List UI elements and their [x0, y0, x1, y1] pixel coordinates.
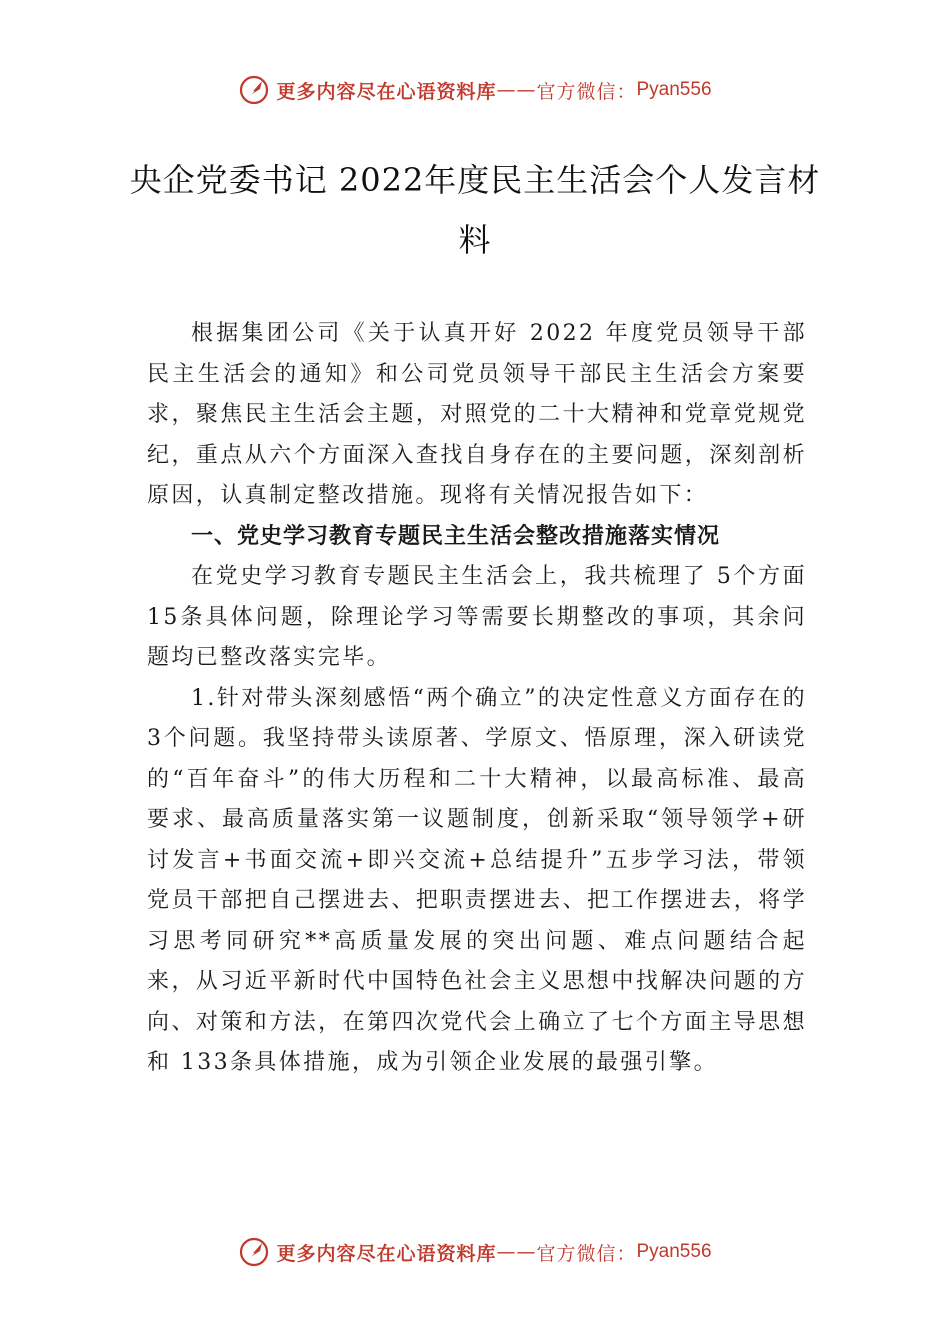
banner-separator: ——	[496, 1241, 537, 1263]
banner-account: Pyan556	[636, 79, 712, 100]
header-banner	[0, 70, 950, 110]
item-paragraph: 1.针对带头深刻感悟“两个确立”的决定性意义方面存在的 3个问题。我坚持带头读原著、学原文、悟原理，深入研读党的“百年奋斗”的伟大历程和二十大精神，以最高标准、最高要求、最高质量落实第一议题制度，创新采取“领导领学+研讨发言+书面交流+即兴交流+总结提升”五步学习法，带领党员干部把自己摆进去、把职责摆进去、把工作摆进去，将学习思考同研究**高质量发展的突出问题、难点问题结合起来，从习近平新时代中国特色社会主义思想中找解决问题的方向、对策和方法，在第四次党代会上确立了七个方面主导思想和 133条具体措施，成为引领企业发展的最强引擎。	[147, 685, 807, 1075]
banner-wechat-label: 官方微信：	[536, 80, 637, 103]
banner-wechat-label: 官方微信：	[536, 1242, 637, 1265]
footer-banner	[0, 1232, 950, 1272]
quill-logo-icon	[238, 74, 270, 106]
intro-paragraph: 根据集团公司《关于认真开好 2022 年度党员领导干部民主生活会的通知》和公司党员领导干部民主生活会方案要求，聚焦民主生活会主题，对照党的二十大精神和党章党规党纪，重点从六个方面深入查找自身存在的主要问题，深刻剖析原因，认真制定整改措施。现将有关情况报告如下：	[147, 321, 807, 508]
banner-separator: ——	[496, 79, 537, 101]
section-paragraph: 在党史学习教育专题民主生活会上，我共梳理了 5个方面 15条具体问题，除理论学习等需要长期整改的事项，其余问题均已整改落实完毕。	[147, 564, 807, 670]
section-heading: 一、党史学习教育专题民主生活会整改措施落实情况	[191, 523, 721, 549]
quill-logo-icon	[238, 1236, 270, 1268]
document-body	[147, 314, 807, 1084]
banner-brand: 更多内容尽在心语资料库	[276, 1242, 497, 1265]
banner-account: Pyan556	[636, 1241, 712, 1262]
document-title: 央企党委书记 2022年度民主生活会个人发言材料	[129, 161, 821, 259]
banner-brand: 更多内容尽在心语资料库	[276, 80, 497, 103]
